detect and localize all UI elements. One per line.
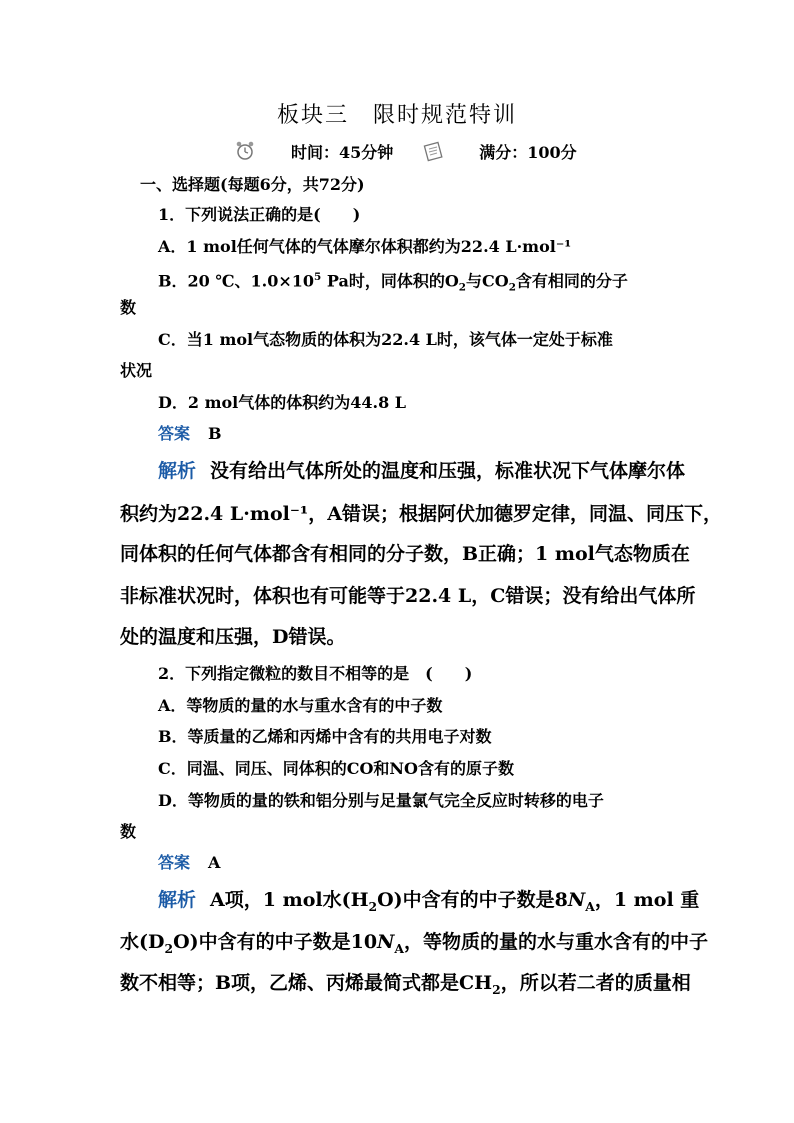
section-heading: 一、选择题(每题6分，共72分) [140,175,365,194]
analysis-label: 解析 [158,889,197,911]
q1-option-d: D．2 mol气体的体积约为44.8 L [158,393,407,412]
answer-label: 答案 [158,853,191,872]
answer-value: B [208,424,222,443]
answer-value: A [208,853,221,872]
q1-option-a: A．1 mol任何气体的气体摩尔体积都约为22.4 L·mol⁻¹ [158,237,572,256]
q2-option-d-wrap: 数 [120,822,137,841]
q1-stem: 1．下列说法正确的是( ) [158,205,361,224]
q2-analysis-line-1: 解析 A项，1 mol水$(H_2O)$中含有的中子数是$8N_A$，1 mol 重 [158,889,700,914]
q2-analysis-line-3: 数不相等；B项，乙烯、丙烯最简式都是$CH_2$，所以若二者的质量相 [120,972,691,997]
q1-option-b: B．20 ℃、$1.0\times 10^5$ Pa时，同体积的$O_2$与$CO_2$含有相同的分子 [158,271,628,294]
q1-option-c-wrap: 状况 [120,361,153,380]
q1-analysis-line-3: 同体积的任何气体都含有相同的分子数，B正确；1 mol气态物质在 [120,543,690,565]
q2-option-a: A．等物质的量的水与重水含有的中子数 [158,696,443,715]
q2-option-c: C．同温、同压、同体积的CO和NO含有的原子数 [158,759,514,778]
exam-info [235,138,577,164]
answer-label: 答案 [158,424,191,443]
page-title: 板块三 限时规范特训 [276,103,517,128]
q1-option-c: C．当1 mol气态物质的体积为22.4 L时，该气体一定处于标准 [158,330,613,349]
score-sheet-icon [423,140,443,162]
analysis-label: 解析 [158,460,197,482]
time-limit: 时间：45分钟 [291,142,394,162]
q2-option-b: B．等质量的乙烯和丙烯中含有的共用电子对数 [158,727,492,746]
q1-analysis-line-2: 积约为22.4 L·mol⁻¹，A错误；根据阿伏加德罗定律，同温、同压下， [120,503,722,525]
q1-analysis-line-1: 解析 没有给出气体所处的温度和压强，标准状况下气体摩尔体 [158,460,686,482]
q2-stem: 2．下列指定微粒的数目不相等的是 ( ) [158,664,473,683]
q2-answer [158,852,220,874]
alarm-clock-icon [235,140,255,162]
q2-analysis-line-2: 水$(D_2O)$中含有的中子数是$10N_A$，等物质的量的水与重水含有的中子 [120,931,709,956]
q1-analysis-line-5: 处的温度和压强，D错误。 [120,626,346,648]
full-score: 满分：100分 [479,142,577,162]
q1-option-b-wrap: 数 [120,298,137,317]
q1-analysis-line-4: 非标准状况时，体积也有可能等于22.4 L，C错误；没有给出气体所 [120,585,696,607]
q1-answer [158,423,222,445]
q2-option-d: D．等物质的量的铁和铝分别与足量氯气完全反应时转移的电子 [158,791,604,810]
